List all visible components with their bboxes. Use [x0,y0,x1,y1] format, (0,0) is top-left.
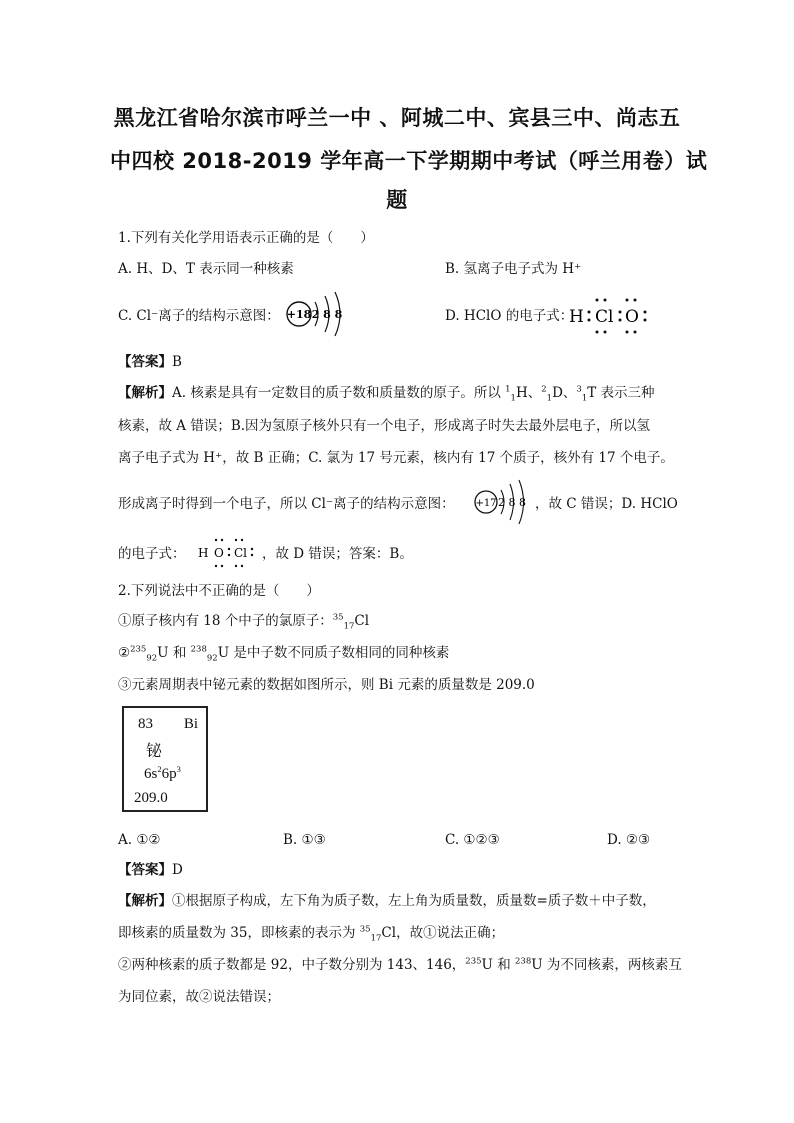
exp-text: H、 [515,385,542,401]
atomic-mass: 209.0 [134,790,168,806]
element-symbol: Cl [354,613,370,629]
sub: 17 [343,621,355,632]
sub: 1 [510,393,516,404]
atom-h: H [569,307,584,327]
q2-option-c: C. ①②③ [445,832,500,848]
statement-text: U 和 [157,645,191,661]
answer-label: 【答案】 [118,862,172,878]
exp-text: D、 [552,385,577,401]
statement-text: ①原子核内有 18 个中子的氯原子： [118,613,333,629]
sup: 35 [359,924,371,935]
exp-text: 即核素的质量数为 35，即核素的表示为 [118,925,360,941]
q1-explanation-line-2: 核素，故 A 错误；B.因为氢原子核外只有一个电子，形成离子时失去最外层电子，所以氢 [118,418,651,434]
sup: 3 [576,384,582,395]
bismuth-element-card [122,706,208,812]
atom-o: O [625,307,639,327]
electron-configuration [144,766,181,783]
title-line-1: 黑龙江省哈尔滨市呼兰一中 、阿城二中、宾县三中、尚志五 [113,106,681,130]
sup: 35 [332,612,344,623]
title-line-3: 题 [386,188,408,212]
sub: 17 [370,933,382,944]
q2-statement-1 [118,612,370,632]
config-part: 6s [144,766,158,782]
shell-electrons: 2 8 8 [311,308,343,321]
q2-statement-2 [118,644,450,664]
q1-explanation-line-4b: ，故 C 错误；D. HClO [535,496,678,512]
exp-text: A. 核素是具有一定数目的质子数和质量数的原子。所以 [172,385,506,401]
sub: 92 [206,653,218,664]
q1-option-a: A. H、D、T 表示同一种核素 [118,261,294,277]
q1-explanation-line-5a: 的电子式： [118,546,186,562]
sup: 235 [130,644,147,655]
q1-stem: 1.下列有关化学用语表示正确的是（ ） [118,230,374,246]
answer-label: 【答案】 [118,354,172,370]
cl-ion-structure-diagram-correct [472,478,534,526]
exp-text: ②两种核素的质子数都是 92，中子数分别为 143、146， [118,957,466,973]
sup: 238 [515,956,532,967]
exp-text: T 表示三种 [587,385,655,401]
sup: 3 [176,764,181,774]
q1-explanation-line-4a: 形成离子时得到一个电子，所以 Cl⁻离子的结构示意图： [118,496,455,512]
q2-option-a: A. ①② [118,832,161,848]
sup: 238 [190,644,207,655]
sub: 1 [546,393,553,404]
nucleus-charge: +18 [286,308,312,321]
q1-option-d: D. HClO 的电子式： [445,308,574,324]
hclo-electron-formula-wrong [565,292,655,336]
atom-cl: Cl [595,307,614,327]
atom-o: O [214,546,224,560]
sub: 1 [581,393,588,404]
shell-electrons: 2 8 8 [498,496,526,509]
sub: 92 [146,653,158,664]
q1-option-b: B. 氢离子电子式为 H⁺ [445,261,582,277]
element-symbol: Bi [183,716,198,732]
exp-text: U 为不同核素，两核素互 [531,957,682,973]
q1-explanation-line-5b: ，故 D 错误；答案：B。 [262,546,413,562]
sup: 235 [465,956,482,967]
nucleus-charge: +17 [475,498,497,509]
q2-explanation-line-4: 为同位素，故②说法错误； [118,989,280,1005]
element-name: 铋 [146,741,163,760]
exp-text: Cl，故①说法正确； [381,925,505,941]
q1-answer [118,354,182,370]
q2-statement-3: ③元素周期表中铋元素的数据如图所示，则 Bi 元素的质量数是 209.0 [118,677,535,693]
sup: 1 [505,384,511,395]
exp-text: U 和 [481,957,515,973]
q2-explanation-line-2 [118,924,505,944]
q2-answer [118,862,183,878]
explanation-label: 【解析】 [118,385,172,401]
q1-option-c [118,308,280,324]
statement-text: U 是中子数不同质子数相同的同种核素 [217,645,450,661]
cl-ion-structure-diagram [283,290,353,338]
answer-value: B [172,354,182,370]
q2-option-d: D. ②③ [607,832,651,848]
atom-h: H [198,546,209,560]
q2-stem: 2.下列说法中不正确的是（ ） [118,583,320,599]
q2-explanation-line-1 [118,893,656,909]
atom-cl: Cl [234,546,248,560]
q1-explanation-line-3: 离子电子式为 H⁺，故 B 正确；C. 氯为 17 号元素，核内有 17 个质子，核外有 17 个电子。 [118,450,674,466]
answer-value: D [172,862,183,878]
explanation-label: 【解析】 [118,893,172,909]
atomic-number: 83 [138,716,153,732]
sup: 2 [157,764,162,774]
title-line-2: 中四校 2018-2019 学年高一下学期期中考试（呼兰用卷）试 [110,149,708,173]
hclo-electron-formula-correct [194,534,264,572]
q1-explanation-line-1 [118,384,655,404]
statement-marker: ② [118,645,131,661]
exp-text: ①根据原子构成，左下角为质子数，左上角为质量数，质量数=质子数＋中子数， [172,893,656,909]
q2-option-b: B. ①③ [283,832,326,848]
config-part: 6p [161,766,177,782]
q1-option-c-label: C. Cl⁻离子的结构示意图： [118,308,280,324]
q2-explanation-line-3 [118,957,682,973]
sup: 2 [541,384,547,395]
